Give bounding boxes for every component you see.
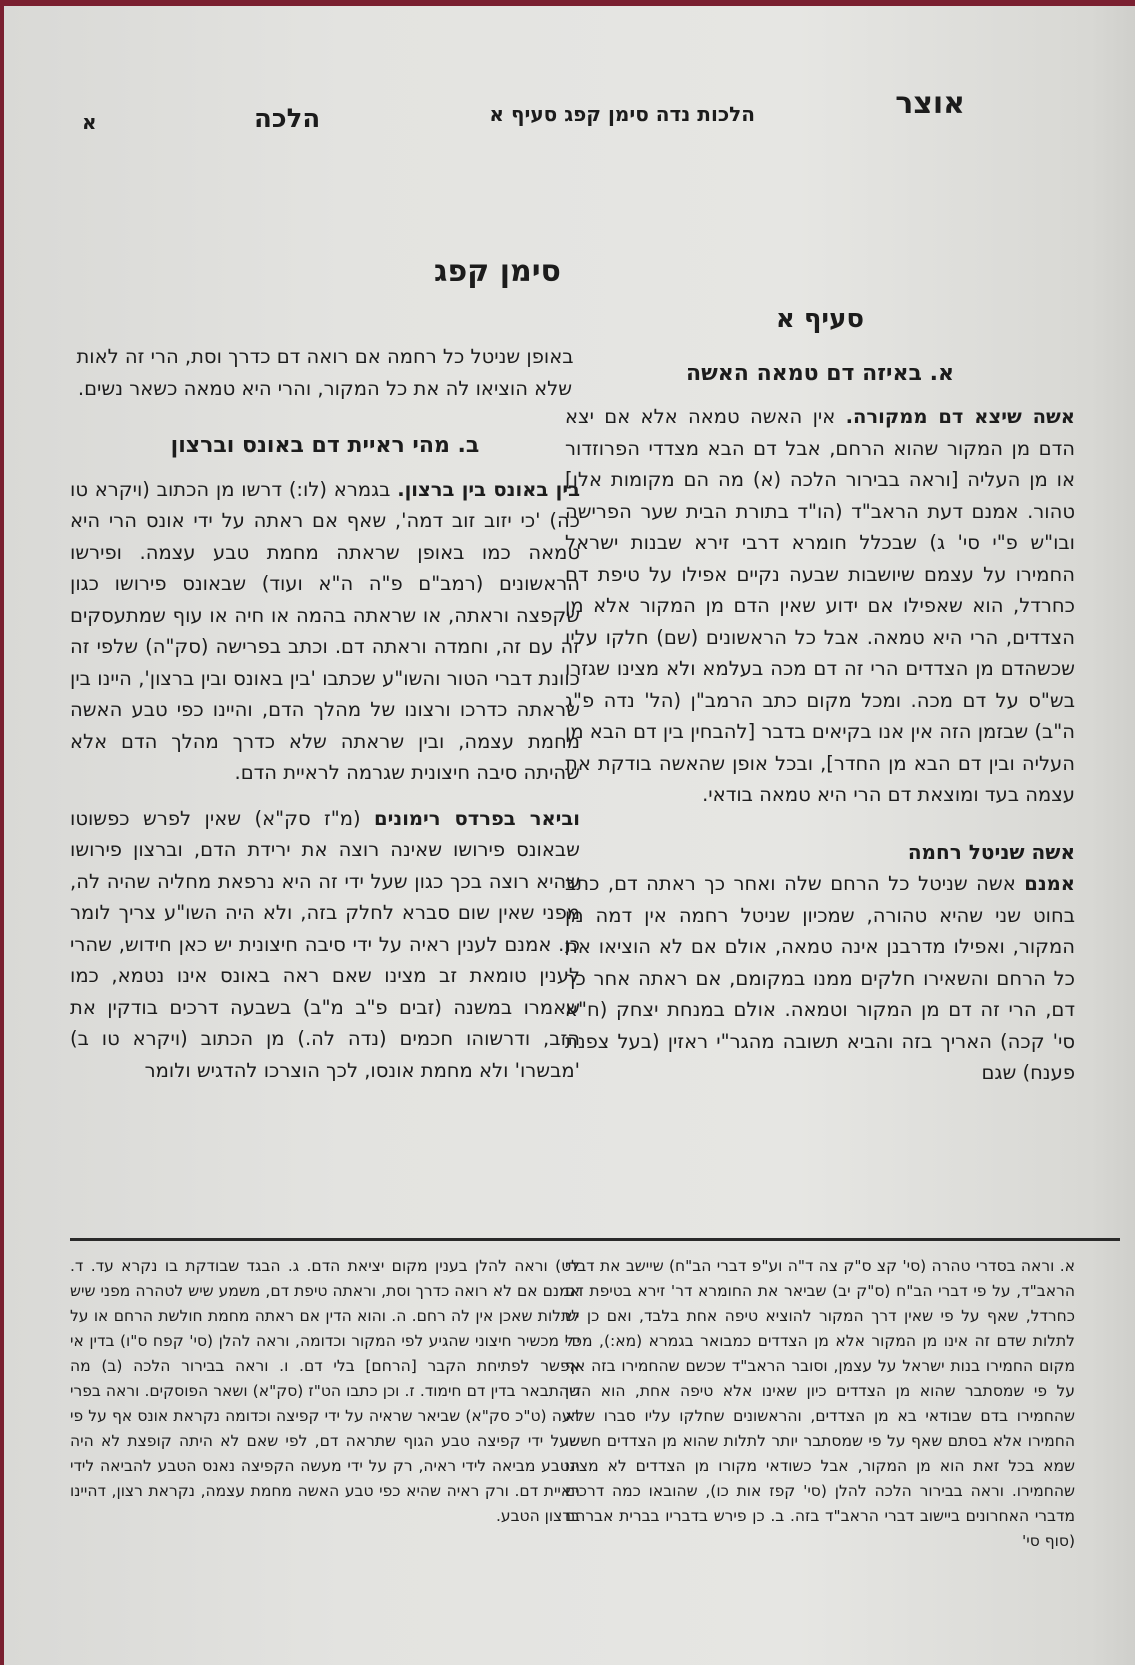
- left-column: [70, 341, 580, 1100]
- paragraph: [565, 868, 1075, 1089]
- paragraph-text: אין האשה טמאה אלא אם יצא הדם מן המקור שהוא הרחם, אבל דם הבא מצדדי הפרוזדור או מן העליה [וראה בבירור הלכה (א) מה הם מקומות אלו] טהור. אמנם דעת הראב"ד (הו"ד בתורת הבית שער הפרישה ובו"ש פ"י סי' ג) שבכלל חומרא דרבי זירא שבנות ישראל החמירו על עצמם שיושבות שבעה נקיים אפילו על טיפת דם כחרדל, הוא שאפילו אם ידוע שאין הדם מן המקור אלא מן הצדדים, הרי היא טמאה. אבל כל הראשונים (שם) חלקו עליו שכשהדם מן הצדדים הרי זה דם מכה בעלמא ולא מצינו שגזרו בש"ס על דם מכה. ומכל מקום כתב הרמב"ן (הל' נדה פ"ג ה"ב) שבזמן הזה אין אנו בקיאים בדבר [להבחין בין דם הבא מן העליה ובין דם הבא מן החדר], ובכל אופן שהאשה בודקת את עצמה בעד ומוצאת דם הרי היא טמאה בודאי.: [565, 405, 1075, 806]
- seif-title: סעיף א: [775, 304, 865, 334]
- section-a-title: א. באיזה דם טמאה האשה: [685, 360, 955, 386]
- paragraph: [565, 401, 1075, 811]
- paragraph-text: אשה שניטל כל הרחם שלה ואחר כך ראתה דם, כתב בחוט שני שהיא טהורה, שמכיון שניטל רחמה אין דמה מן המקור, ואפילו מדרבנן אינה טמאה, אולם אם לא הוציאו את כל הרחם והשאירו חלקים ממנו במקומם, אם ראתה אחר כך דם, הרי זה דם מן המקור וטמאה. אולם במנחת יצחק (ח"א סי' קכה) האריך בזה והביא תשובה מהגר"י ראזין (בעל צפנת פענח) שגם: [565, 872, 1075, 1084]
- footnotes-right: א. וראה בסדרי טהרה (סי' קצ ס"ק צה ד"ה וע"פ דברי הב"ח) שיישב את דברי הראב"ד, על פי דברי הב"ח (ס"ק יב) שביאר את החומרא דר' זירא בטיפת דם כחרדל, שאף על פי שאין דרך המקור להוציא טיפה אחת בלבד, ואם כן יש לתלות שדם זה אינו מן המקור אלא מן הצדדים כמבואר בגמרא (מא:), מכל מקום החמירו בנות ישראל על עצמן, וסובר הראב"ד שכשם שהחמירו בזה אף על פי שמסתבר שהוא מן הצדדים כיון שאינו אלא טיפה אחת, הוא הדין שהחמירו בדם שבודאי בא מן הצדדים, והראשונים שחלקו עליו סברו שלא החמירו אלא בסתם שאף על פי שמסתבר יותר לתלות שהוא מן הצדדים חששו שמא בכל זאת הוא מן המקור, אבל כשודאי מקורו מן הצדדים לא מצינו שהחמירו. וראה בבירור הלכה להלן (סי' קפז אות כו), שהובאו כמה דרכים מדברי האחרונים ביישוב דברי הראב"ד בזה. ב. כן פירש בדבריו בברית אברהם (סוף סי': [565, 1257, 1075, 1550]
- siman-title: סימן קפג: [434, 254, 561, 289]
- paragraph-heading: אמנם: [1024, 872, 1075, 895]
- right-column: [565, 304, 1075, 1103]
- footnotes-left: לט) וראה להלן בענין מקום יציאת הדם. ג. הבגד שבודקת בו נקרא עד. ד. אמנם אם לא רואה כדרך וסת, וראתה טיפת דם, משמע שיש לטהרה מפני שיש לתלות שאכן אין לה רחם. ה. והוא הדין אם ראתה מחמת חולשת הרחם או על ידי מכשיר חיצוני שהגיע לפי המקור וכדומה, וראה להלן (סי' קפח ס"ו) בדין אי אפשר לפתיחת הקבר [הרחם] בלי דם. ו. וראה בבירור הלכה (ב) מה שהתבאר בדין דם חימוד. ז. וכן כתבו הט"ז (סק"א) ושאר הפוסקים. וראה בפרי דעה (ט"כ סק"א) שביאר שראיה על ידי קפיצה וכדומה נקראת אונס אף על פי שעל ידי קפיצה טבע הגוף שתראה דם, לפי שאם לא היתה קופצת לא היה הטבע מביאה לידי ראיה, רק על ידי מעשה הקפיצה נאנס הטבע להביאה לידי ראיית דם. ורק ראיה שהיא כפי טבע האשה מחמת עצמה, נקראת רצון, דהיינו ברצון הטבע.: [70, 1257, 580, 1525]
- footnote-divider: [70, 1238, 1120, 1241]
- running-head-section: הלכות נדה סימן קפג סעיף א: [489, 102, 755, 126]
- paragraph-text: בגמרא (לו:) דרשו מן הכתוב (ויקרא טו כה) 'כי יזוב זוב דמה', שאף אם ראתה על ידי אונס הרי היא טמאה כמו באופן שראתה מחמת טבע עצמה. ופירשו הראשונים (רמב"ם פ"ה ה"א ועוד) שבאונס פירושו כגון שקפצה וראתה, או שראתה בהמה או חיה או עוף שמתעסקים זה עם זה, וחמדה וראתה דם. וכתב בפרישה (סק"ה) שלפי זה כוונת דברי הטור והשו"ע שכתבו 'בין באונס ובין ברצון', היינו בין שראתה כדרכו ורצונו של מהלך הדם, והיינו כפי טבע האשה מחמת עצמה, ובין שראתה שלא כדרך מהלך הדם אלא שהיתה סיבה חיצונית שגרמה לראיית הדם.: [70, 477, 580, 784]
- section-b-title: ב. מהי ראיית דם באונס וברצון: [170, 433, 480, 458]
- paragraph-text: (מ"ז סק"א) שאין לפרש כפשוטו שבאונס פירושו שאינה רוצה את ירידת הדם, וברצון פירושו שהיא רוצה בכך כגון שעל ידי זה היא נרפאת מחליה שהיה לה, מפני שאין שום סברא לחלק בזה, ולא היה השו"ע צריך לומר כן. אמנם לענין ראיה על ידי סיבה חיצונית יש כאן חידוש, שהרי לענין טומאת זב מצינו שאם ראה באונס אינו נטמא, כמו שאמרו במשנה (זבים פ"ב מ"ב) בשבעה דרכים בודקין את הזב, ודרשוהו חכמים (נדה לה.) מן הכתוב (ויקרא טו ב) 'מבשרו' ולא מחמת אונסו, לכך הוצרכו להדגיש ולומר: [70, 806, 580, 1082]
- book-title-left: הלכה: [254, 104, 321, 134]
- intro-paragraph: באופן שניטל כל רחמה אם רואה דם כדרך וסת, הרי זה לאות שלא הוציאו לה את כל המקור, והרי היא טמאה כשאר נשים.: [76, 345, 574, 400]
- running-head: [4, 86, 1135, 146]
- paragraph-heading: וביאר בפרדס רימונים: [374, 806, 580, 830]
- page-number: א: [82, 110, 97, 134]
- paragraph-heading: בין באונס בין ברצון.: [397, 477, 580, 501]
- paragraph: [70, 474, 580, 789]
- book-page: [4, 6, 1135, 1665]
- book-title-right: אוצר: [895, 86, 965, 121]
- paragraph: [70, 803, 580, 1087]
- subheading: אשה שניטל רחמה: [907, 839, 1075, 864]
- paragraph-heading: אשה שיצא דם ממקורה.: [845, 405, 1075, 428]
